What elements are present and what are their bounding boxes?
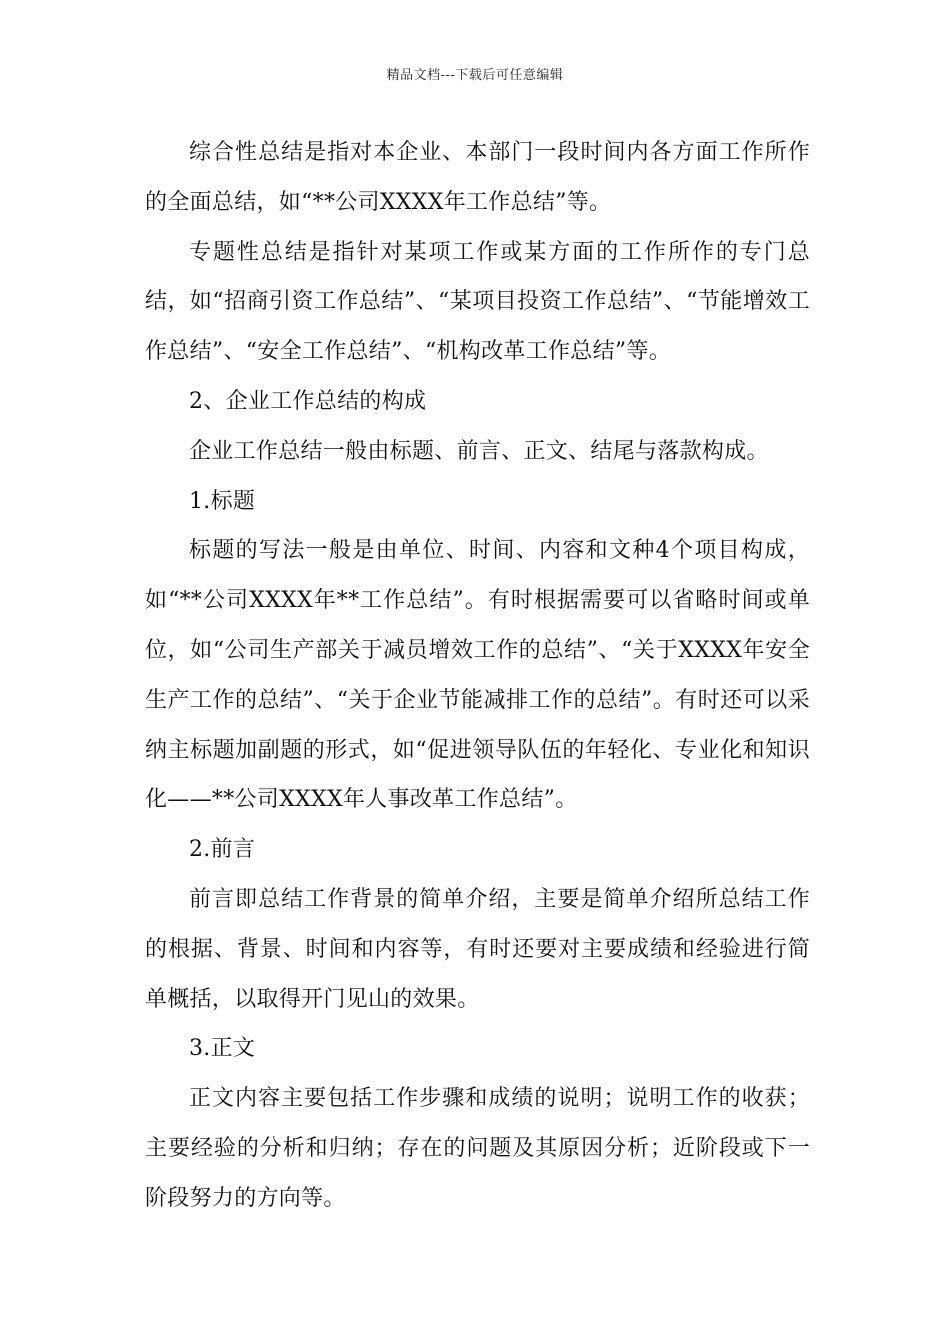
- subheading-title: 1.标题: [189, 488, 256, 514]
- paragraph-composition-intro: 企业工作总结一般由标题、前言、正文、结尾与落款构成。: [189, 438, 769, 464]
- paragraph-preface: 前言即总结工作背景的简单介绍，主要是简单介绍所总结工作的根据、背景、时间和内容等，有时还要对主要成绩和经验进行简单概括，以取得开门见山的效果。: [145, 886, 810, 1012]
- document-body: [145, 128, 810, 1224]
- paragraph-title-writing: 标题的写法一般是由单位、时间、内容和文种4个项目构成，如“**公司XXXX年**工作总结”。有时根据需要可以省略时间或单位，如“公司生产部关于减员增效工作的总结”、“关于XXXX年安全生产工作的总结”、“关于企业节能减排工作的总结”。有时还可以采纳主标题加副题的形式，如“促进领导队伍的年轻化、专业化和知识化——**公司XXXX年人事改革工作总结”。: [145, 538, 810, 813]
- paragraph-comprehensive-summary: 综合性总结是指对本企业、本部门一段时间内各方面工作所作的全面总结，如“**公司XXXX年工作总结”等。: [145, 140, 810, 215]
- paragraph-main-text: 正文内容主要包括工作步骤和成绩的说明；说明工作的收获；主要经验的分析和归纳；存在的问题及其原因分析；近阶段或下一阶段努力的方向等。: [145, 1086, 810, 1211]
- page-header: 精品文档---下载后可任意编辑: [386, 68, 564, 83]
- subheading-preface: 2.前言: [189, 837, 256, 863]
- subheading-main-text: 3.正文: [189, 1036, 256, 1062]
- paragraph-topical-summary: 专题性总结是指针对某项工作或某方面的工作所作的专门总结，如“招商引资工作总结”、“某项目投资工作总结”、“节能增效工作总结”、“安全工作总结”、“机构改革工作总结”等。: [145, 239, 810, 365]
- section-heading-composition: 2、企业工作总结的构成: [189, 388, 427, 414]
